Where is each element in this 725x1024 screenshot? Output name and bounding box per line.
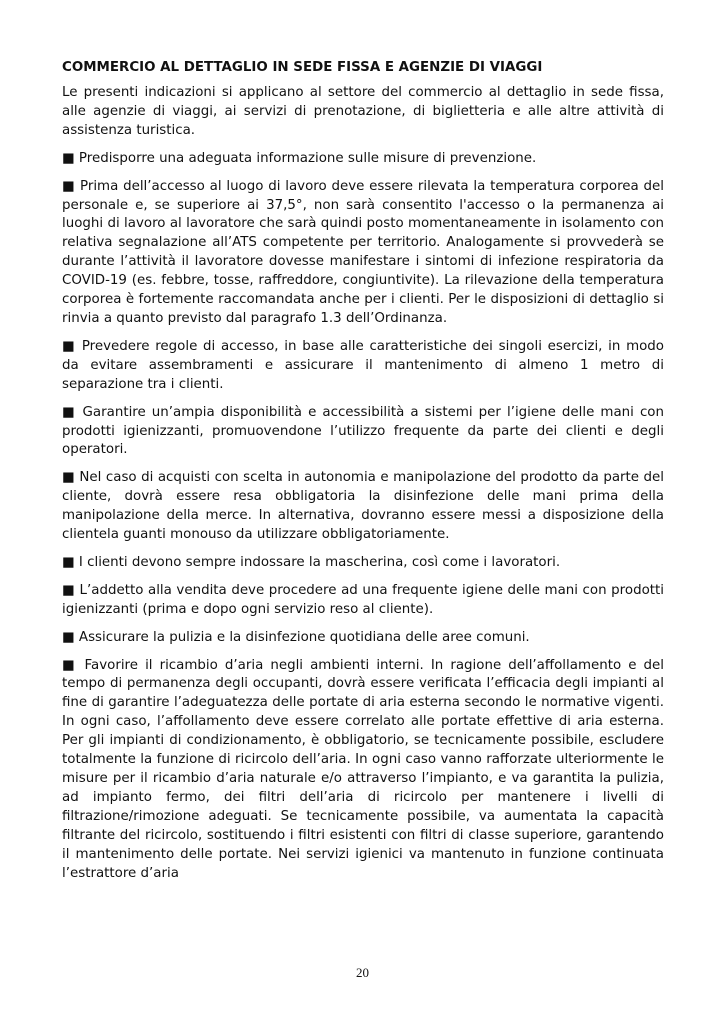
bullet-text: L’addetto alla vendita deve procedere ad una frequente igiene delle mani con prodotti igienizzanti (prima e dopo ogni servizio reso al cliente). xyxy=(62,582,664,617)
bullet-text: Nel caso di acquisti con scelta in autonomia e manipolazione del prodotto da parte del cliente, dovrà essere resa obbligatoria la disinfezione delle mani prima della manipolazione della merce. In alternativa, dovranno essere messi a disposizione della clientela guanti monouso da utilizzare obbligatoriamente. xyxy=(62,470,664,543)
intro-paragraph: Le presenti indicazioni si applicano al settore del commercio al dettaglio in sede fissa, alle agenzie di viaggi, ai servizi di prenotazione, di biglietteria e alle altre attività di assistenza turistica. xyxy=(62,85,664,138)
bullet-text: I clienti devono sempre indossare la mascherina, così come i lavoratori. xyxy=(74,554,561,570)
bullet-paragraph xyxy=(62,629,664,648)
bullet-paragraph xyxy=(62,554,664,573)
document-page xyxy=(62,58,664,892)
square-bullet-icon: ■ xyxy=(62,554,75,570)
square-bullet-icon: ■ xyxy=(62,657,78,673)
square-bullet-icon: ■ xyxy=(62,582,75,598)
bullet-paragraph xyxy=(62,582,664,620)
bullet-text: Prevedere regole di accesso, in base alle caratteristiche dei singoli esercizi, in modo da evitare assembramenti e assicurare il mantenimento di almeno 1 metro di separazione tra i clienti. xyxy=(62,338,664,392)
bullet-text: Garantire un’ampia disponibilità e accessibilità a sistemi per l’igiene delle mani con prodotti igienizzanti, promuovendone l’utilizzo frequente da parte dei clienti e degli operatori. xyxy=(62,404,664,458)
square-bullet-icon: ■ xyxy=(62,338,77,354)
square-bullet-icon: ■ xyxy=(62,470,75,486)
square-bullet-icon: ■ xyxy=(62,629,75,645)
bullet-text: Favorire il ricambio d’aria negli ambienti interni. In ragione dell’affollamento e del tempo di permanenza degli occupanti, dovrà essere verificata l’efficacia degli impianti al fine di garantire l’adeguatezza delle portate di aria esterna secondo le normative vigenti. In ogni caso, l’affollamento deve essere correlato alle portate effettive di aria esterna. Per gli impianti di condizionamento, è obbligatorio, se tecnicamente possibile, escludere totalmente la funzione di ricircolo dell’aria. In ogni caso vanno rafforzate ulteriormente le misure per il ricambio d’aria naturale e/o attraverso l’impianto, e va garantita la pulizia, ad impianto fermo, dei filtri dell’aria di ricircolo per mantenere i livelli di filtrazione/rimozione adeguati. Se tecnicamente possibile, va aumentata la capacità filtrante del ricircolo, sostituendo i filtri esistenti con filtri di classe superiore, garantendo il mantenimento delle portate. Nei servizi igienici va mantenuto in funzione continuata l’estrattore d’aria xyxy=(62,657,664,881)
square-bullet-icon: ■ xyxy=(62,178,76,194)
bullet-paragraph xyxy=(62,150,664,169)
square-bullet-icon: ■ xyxy=(62,404,77,420)
bullet-text: Predisporre una adeguata informazione sulle misure di prevenzione. xyxy=(74,150,537,166)
bullet-text: Assicurare la pulizia e la disinfezione quotidiana delle aree comuni. xyxy=(74,629,530,645)
bullet-paragraph xyxy=(62,178,664,329)
bullet-paragraph xyxy=(62,404,664,461)
square-bullet-icon: ■ xyxy=(62,150,75,166)
section-title: COMMERCIO AL DETTAGLIO IN SEDE FISSA E AGENZIE DI VIAGGI xyxy=(62,60,543,75)
bullet-paragraph xyxy=(62,338,664,395)
bullet-paragraph xyxy=(62,657,664,884)
bullet-paragraph xyxy=(62,469,664,545)
bullet-text: Prima dell’accesso al luogo di lavoro deve essere rilevata la temperatura corporea del personale e, se superiore ai 37,5°, non sarà consentito l'accesso o la permanenza ai luoghi di lavoro al lavoratore che sarà quindi posto momentaneamente in isolamento con relativa segnalazione all’ATS competente per territorio. Analogamente si provvederà se durante l’attività il lavoratore dovesse manifestare i sintomi di infezione respiratoria da COVID-19 (es. febbre, tosse, raffreddore, congiuntivite). La rilevazione della temperatura corporea è fortemente raccomandata anche per i clienti. Per le disposizioni di dettaglio si rinvia a quanto previsto dal paragrafo 1.3 dell’Ordinanza. xyxy=(62,178,664,326)
page-number: 20 xyxy=(356,965,369,980)
